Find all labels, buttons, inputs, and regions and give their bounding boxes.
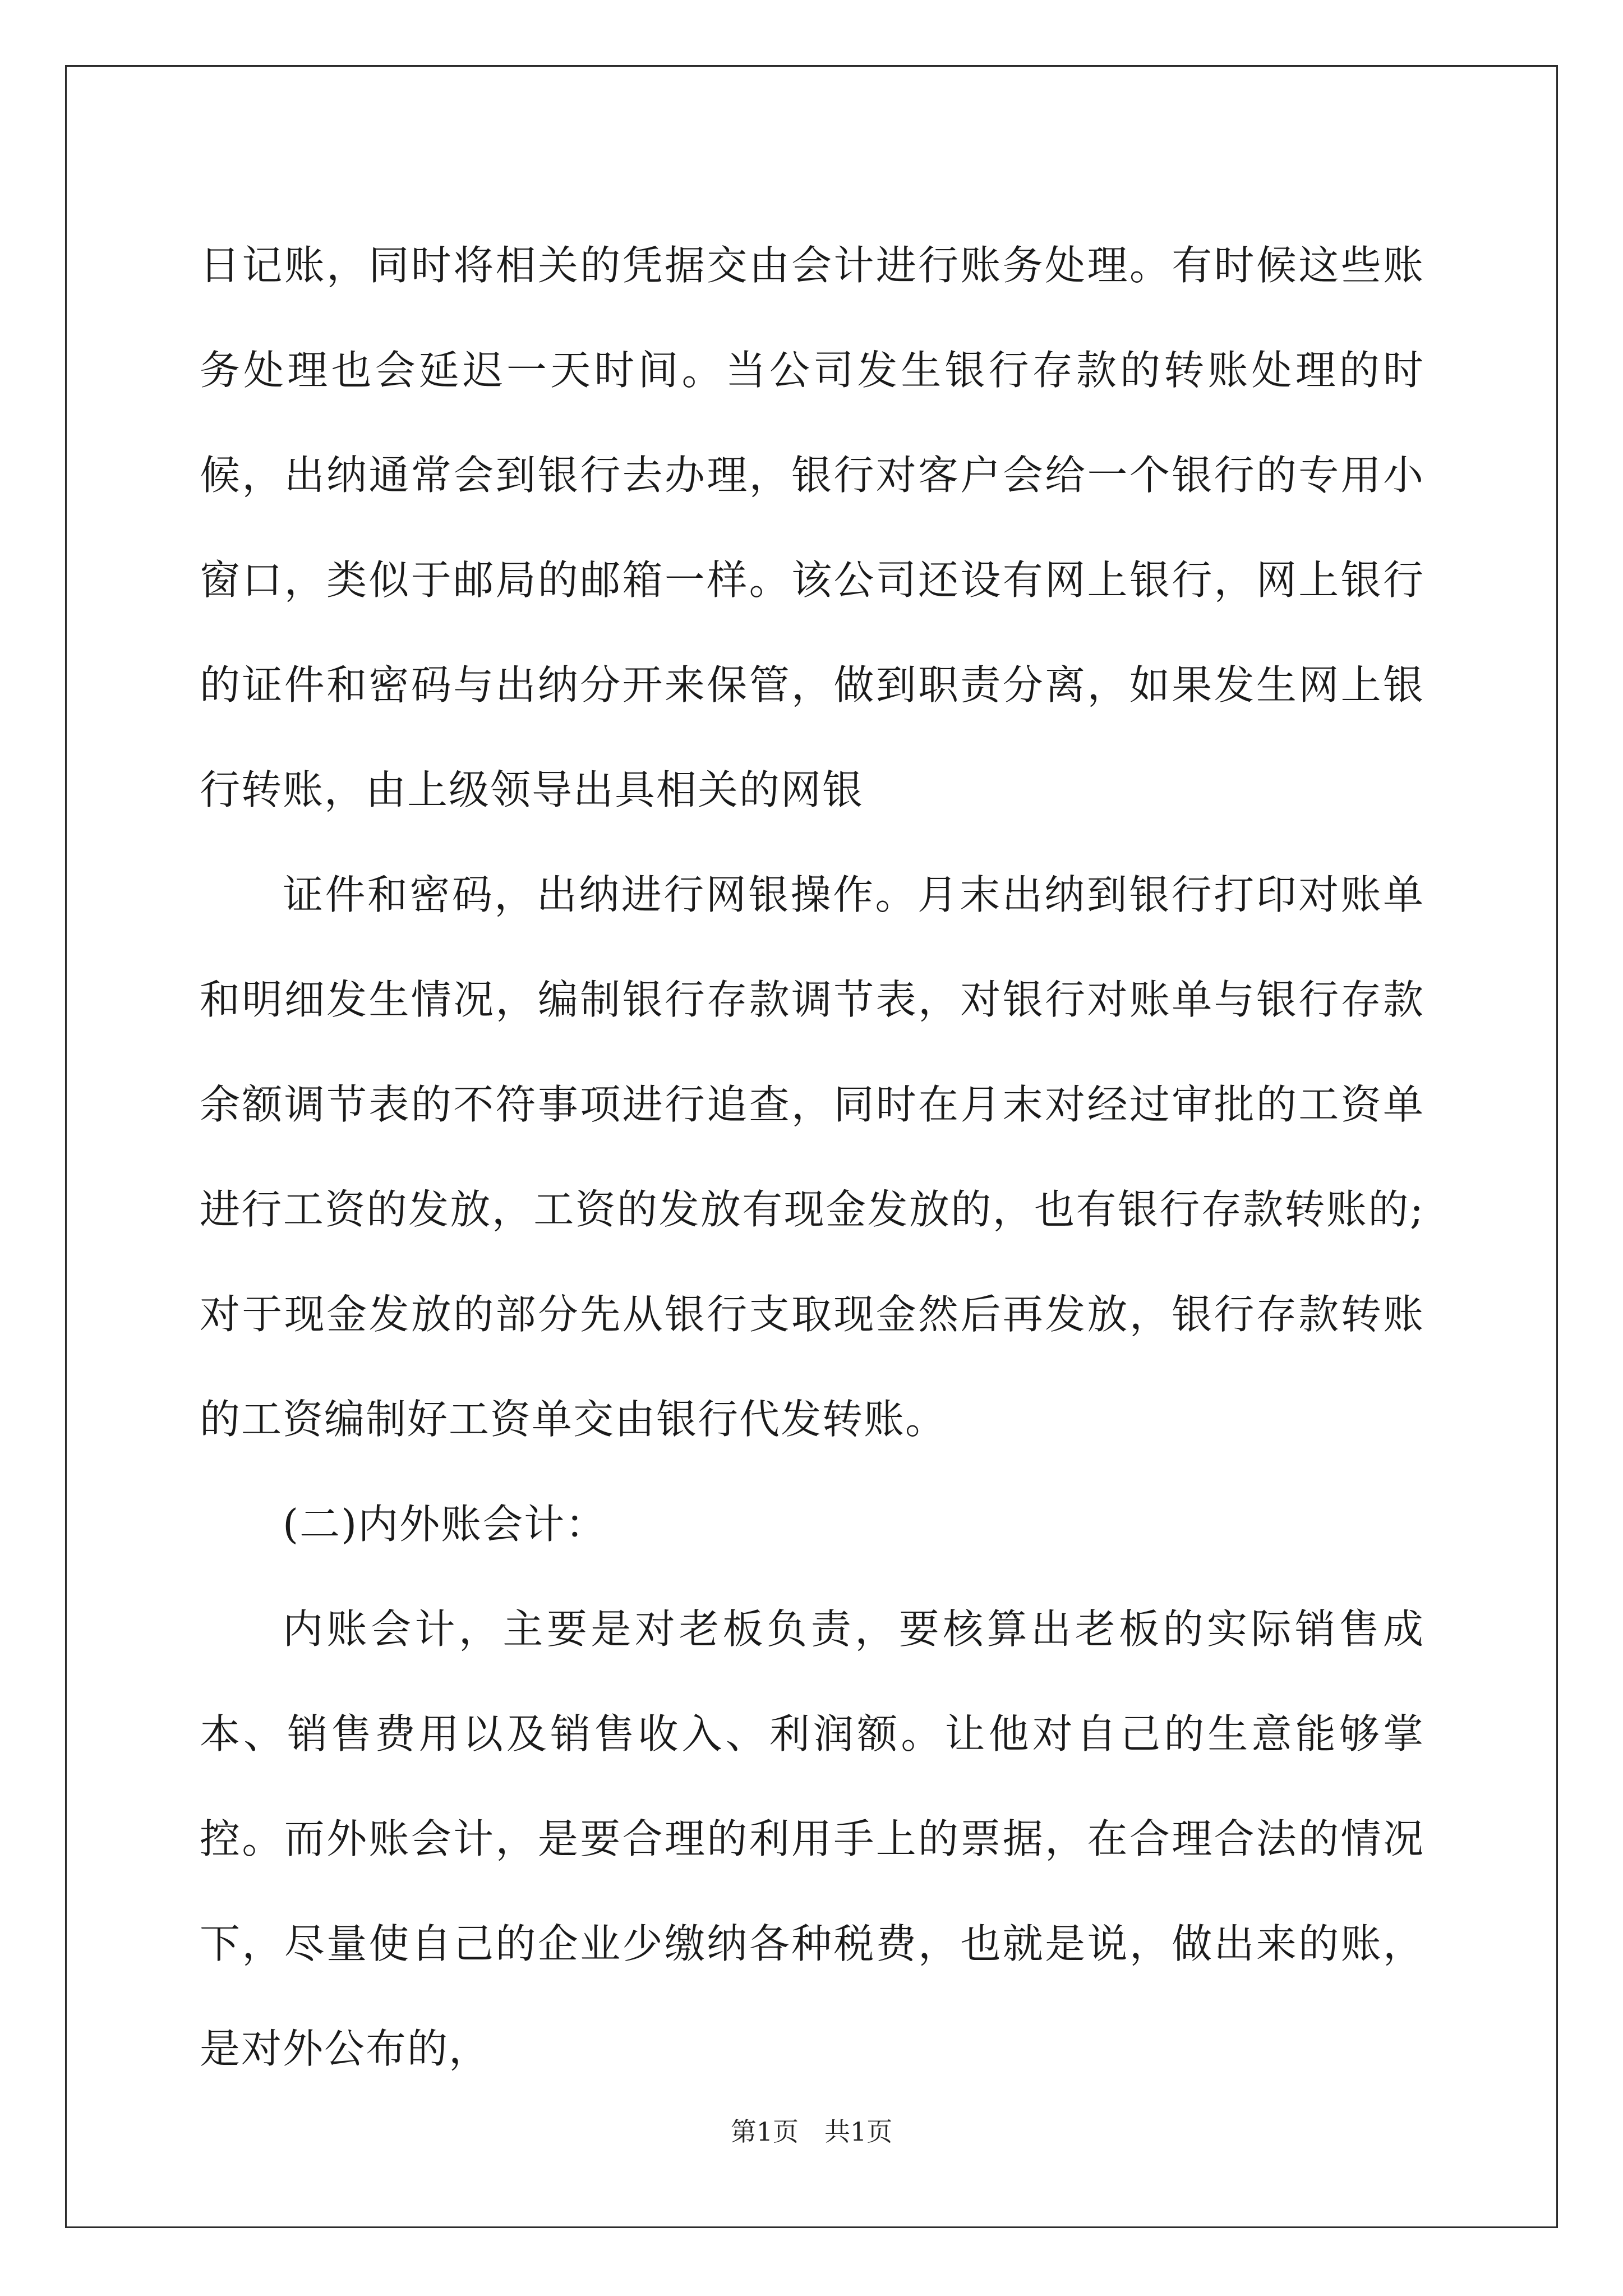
- paragraph-2: 证件和密码，出纳进行网银操作。月末出纳到银行打印对账单和明细发生情况，编制银行存款调节表，对银行对账单与银行存款余额调节表的不符事项进行追查，同时在月末对经过审批的工资单进行工资的发放，工资的发放有现金发放的，也有银行存款转账的;对于现金发放的部分先从银行支取现金然后再发放，银行存款转账的工资编制好工资单交由银行代发转账。: [200, 871, 1424, 1443]
- paragraph-3: 内账会计，主要是对老板负责，要核算出老板的实际销售成本、销售费用以及销售收入、利润额。让他对自己的生意能够掌控。而外账会计，是要合理的利用手上的票据，在合理合法的情况下，尽量使自己的企业少缴纳各种税费，也就是说，做出来的账，是对外公布的，: [200, 1605, 1424, 2072]
- page-footer: 第1页 共1页: [730, 2116, 893, 2147]
- paragraph-1: 日记账，同时将相关的凭据交由会计进行账务处理。有时候这些账务处理也会延迟一天时间。当公司发生银行存款的转账处理的时候，出纳通常会到银行去办理，银行对客户会给一个银行的专用小窗口，类似于邮局的邮箱一样。该公司还设有网上银行，网上银行的证件和密码与出纳分开来保管，做到职责分离，如果发生网上银行转账，由上级领导出具相关的网银: [200, 242, 1424, 813]
- section-heading: (二)内外账会计：: [283, 1501, 607, 1548]
- document-body: [200, 213, 1424, 2101]
